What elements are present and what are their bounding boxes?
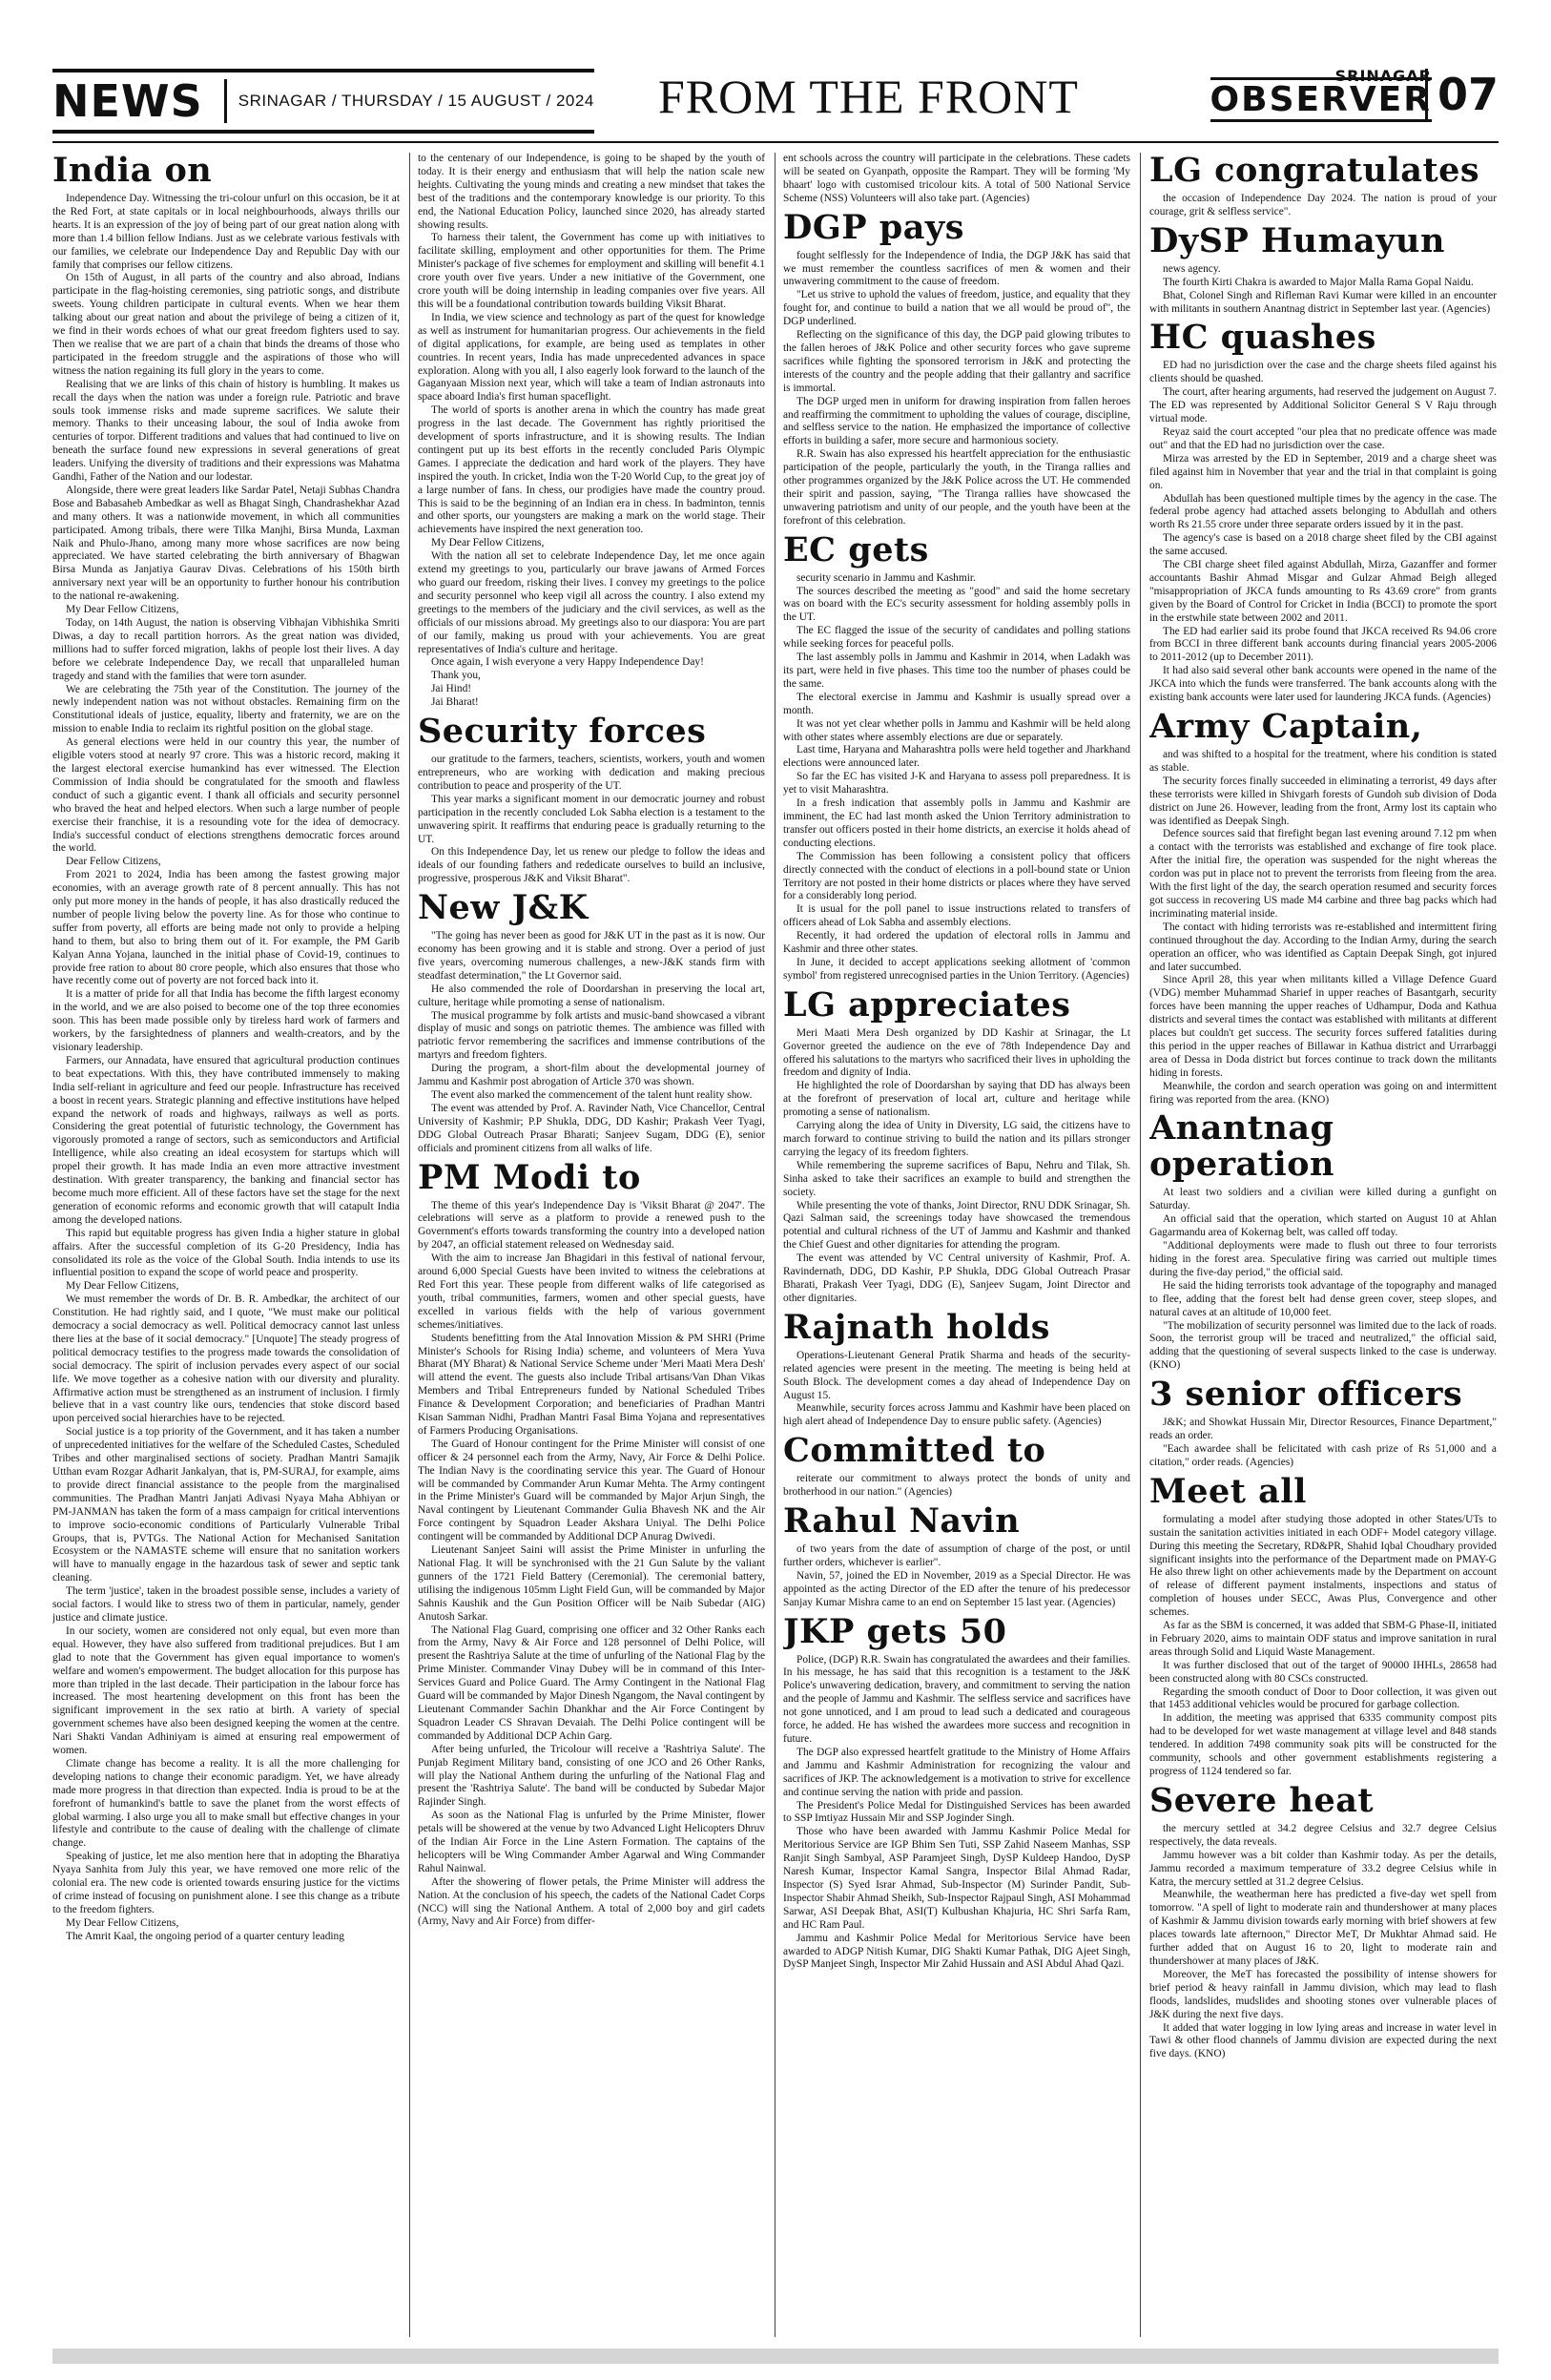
article-paragraph: In our society, women are considered not only equal, but even more than equal. However, they have also suffered from traditional prejudices. But I am glad to note that the Government has given equal importance to women's welfare and women's empowerment. The budget allocation for this purpose has more than tripled in the last decade. Their participation in the labour force has increased. The most heartening development on this front has been the significant improvement in the sex ratio at birth. A variety of special government schemes have also been designed keeping the women at the centre. Nari Shakti Vandan Adhiniyam is aimed at ensuring real empowerment of women. bbox=[52, 1625, 400, 1757]
article-paragraph: After being unfurled, the Tricolour will receive a 'Rashtriya Salute'. The Punjab Regiment Military band, consisting of one JCO and 26 Other Ranks, will play the National Anthem during the unfurling of the National Flag and present the 'Rashtriya Salute'. The band will be conducted by Subedar Major Rajinder Singh. bbox=[418, 1743, 765, 1809]
article-paragraph: Police, (DGP) R.R. Swain has congratulated the awardees and their families. In his message, he has said that this recognition is a testament to the J&K Police's unwavering dedication, bravery, and commitment to serving the nation and the people of Jammu and Kashmir. The selfless service and sacrifices have not gone unnoticed, and I am proud to lead such a dedicated and courageous force, he added. He has wished the awardees more success and recognition in future. bbox=[783, 1653, 1130, 1745]
masthead bbox=[52, 61, 1499, 134]
article-paragraph: Regarding the smooth conduct of Door to Door collection, it was given out that 1453 additional vehicles would be procured for garbage collection. bbox=[1149, 1686, 1497, 1711]
article-paragraph: The DGP urged men in uniform for drawing inspiration from fallen heroes and reaffirming the commitment to upholding the values of courage, discipline, and selfless service to the nation. He emphasized the importance of collective efforts in building a safer, more secure and harmonious society. bbox=[783, 395, 1130, 447]
article-paragraph: news agency. bbox=[1163, 262, 1221, 275]
article-paragraph: This rapid but equitable progress has given India a higher stature in global affairs. After the successful completion of its G-20 Presidency, India has consolidated its role as the voice of the Global South. India intends to use its influential position to expand the scope of world peace and prosperity. bbox=[52, 1227, 400, 1279]
article-paragraph: The event was attended by Prof. A. Ravinder Nath, Vice Chancellor, Central University of Kashmir; P.P Shukla, DDG, DD Kashir; Prakash Veer Tyagi, DDG Global Outreach Prasar Bharati; Sanjeev Sugam, DDG (E), senior officials and prominent citizens from all walks of life. bbox=[418, 1102, 765, 1154]
article-body bbox=[1149, 1417, 1497, 1470]
article-paragraph: After the showering of flower petals, the Prime Minister will address the Nation. At the conclusion of his speech, the cadets of the National Cadet Corps (NCC) will sing the National Anthem. A total of 2,000 boy and girl cadets (Army, Navy and Air Force) from differ- bbox=[418, 1875, 765, 1928]
article-paragraph: Moreover, the MeT has forecasted the possibility of intense showers for brief period & heavy rainfall in Jammu division, which may lead to flash floods, landslides, mudslides and shooting stones over vulnerable places of J&K during the next five days. bbox=[1149, 1968, 1497, 2020]
news-label-box bbox=[52, 69, 594, 134]
article-headline: Security forces bbox=[418, 712, 707, 752]
article-paragraph: to the centenary of our Independence, is going to be shaped by the youth of today. It is their energy and enthusiasm that will help the nation scale new heights. Cultivating the young minds and creating a new mindset that takes the best of the traditions and the contemporary knowledge is our priority. To this end, the National Education Policy, launched since 2020, has already started showing results. bbox=[418, 153, 765, 231]
article-paragraph: The contact with hiding terrorists was re-established and intermittent firing continued throughout the day. According to the Indian Army, during the search operation an officer, who was identified as Captain Deepak Singh, got injured and later succumbed. bbox=[1149, 921, 1497, 973]
article bbox=[1149, 1780, 1497, 2061]
article-paragraph: As soon as the National Flag is unfurled by the Prime Minister, flower petals will be showered at the venue by two Advanced Light Helicopters Dhruv of the Indian Air Force in the Line Astern Formation. The captains of the helicopters will be Wing Commander Amber Agarwal and Wing Commander Rahul Nainwal. bbox=[418, 1810, 765, 1874]
article-paragraph: security scenario in Jammu and Kashmir. bbox=[796, 571, 976, 584]
logo-city: SRINAGAR bbox=[1334, 67, 1432, 85]
column-3 bbox=[783, 153, 1130, 2337]
article-paragraph: In a fresh indication that assembly polls in Jammu and Kashmir are imminent, the EC had last month asked the Union Territory administration to transfer out officers posted in their home districts, an exercise it holds ahead of conducting elections. bbox=[783, 797, 1130, 849]
article-paragraph: Lieutenant Sanjeet Saini will assist the Prime Minister in unfurling the National Flag. It will be synchronised with the 21 Gun Salute by the valiant gunners of the 1721 Field Battery (Ceremonial). The ceremonial battery, utilising the indigenous 105mm Light Field Gun, will be commanded by Major Sahnis Kaushik and the Gun Position Officer will be Naib Subedar (AIG) Anutosh Sarkar. bbox=[418, 1544, 765, 1623]
section-title: FROM THE FRONT bbox=[658, 70, 1079, 123]
article-body bbox=[783, 572, 1130, 983]
column-2 bbox=[418, 153, 765, 2337]
article bbox=[52, 153, 400, 1944]
article-paragraph: The electoral exercise in Jammu and Kashmir is usually spread over a month. bbox=[783, 691, 1130, 716]
article-paragraph: Carrying along the idea of Unity in Diversity, LG said, the citizens have to march forward to continue striving to build the nation and its pillars stronger carrying the legacy of its freedom fighters. bbox=[783, 1120, 1130, 1158]
article-headline: PM Modi to bbox=[418, 1157, 641, 1197]
article-body bbox=[418, 153, 765, 710]
article-body bbox=[1149, 1187, 1497, 1373]
article-paragraph: As general elections were held in our country this year, the number of eligible voters stood at nearly 97 crore. This was a historic record, making it the largest electoral exercise humankind has ever witnessed. The Election Commission of India should be congratulated for the smooth and flawless conduct of such a gigantic event. I thank all officials and security personnel who braved the heat and helped electors. When such a large number of people exercise their franchise, it is a resounding vote for the idea of democracy. India's successful conduct of elections strengthens democratic forces around the world. bbox=[52, 736, 400, 855]
article-paragraph: On 15th of August, in all parts of the country and also abroad, Indians participate in the flag-hoisting ceremonies, sing patriotic songs, and distribute sweets. Young children participate in cultural events. When we hear them talking about our great nation and about the privilege of being a citizen of it, we find in their words echoes of what our great freedom fighters used to say. Then we realise that we are part of a chain that binds the dreams of those who participated in the freedom struggle and the aspirations of those who will witness the nation regaining its full glory in the years to come. bbox=[52, 272, 400, 377]
article-paragraph: "Let us strive to uphold the values of freedom, justice, and equality that they fought for, and continue to build a nation that we all would be proud of", the DGP underlined. bbox=[783, 289, 1130, 328]
article-body bbox=[1149, 360, 1497, 705]
article-paragraph: An official said that the operation, which started on August 10 at Ahlan Gagarmandu area of Kokernag belt, was called off today. bbox=[1149, 1213, 1497, 1239]
article-paragraph: Since April 28, this year when militants killed a Village Defence Guard (VDG) member Muhammad Sharief in upper reaches of Basantgarh, security forces have been manning the upper reaches of Udhampur, Doda and Kathua districts and several times the contact was established with militants at different places but couldn't get success. The security forces suffered fatalities during this period in the upper reaches of Billawar in Kathua district and Urrarbaggi area of Dessa in Doda district but forces continue to track down the militants hiding in forests. bbox=[1149, 974, 1497, 1079]
article-paragraph: Jammu however was a bit colder than Kashmir today. As per the details, Jammu recorded a maximum temperature of 33.2 degree Celsius while in Katra, the mercury settled at 31.2 degree Celsius. bbox=[1149, 1849, 1497, 1888]
article-paragraph: Meri Maati Mera Desh organized by DD Kashir at Srinagar, the Lt Governor greeted the audience on the eve of 78th Independence Day and offered his salutations to the martyrs who sacrificed their lives in upholding the freedom and dignity of India. bbox=[783, 1026, 1130, 1079]
article-paragraph: Jammu and Kashmir Police Medal for Meritorious Service have been awarded to ADGP Nitish Kumar, DIG Shakti Kumar Pathak, DIG Ajeet Singh, DySP Manjeet Singh, Inspector Mir Zahid Hussain and ASI Abdul Ahad Qazi. bbox=[783, 1932, 1130, 1971]
article-paragraph: Bhat, Colonel Singh and Rifleman Ravi Kumar were killed in an encounter with militants in southern Anantnag district in September last year. (Agencies) bbox=[1149, 289, 1497, 315]
article-headline: DGP pays bbox=[783, 207, 964, 247]
article-paragraph: Independence Day. Witnessing the tri-colour unfurl on this occasion, be it at the Red Fort, at state capitals or in local neighbourhoods, always thrills our hearts. It is an expression of the joy of being part of our great nation along with more than 1.4 billion fellow Indians. Just as we celebrate various festivals with our families, we celebrate our Independence Day and Republic Day with our family that comprises our fellow citizens. bbox=[52, 193, 400, 271]
article bbox=[783, 1433, 1130, 1500]
article bbox=[418, 714, 765, 886]
article-paragraph: Abdullah has been questioned multiple times by the agency in the case. The federal probe agency had attached assets belonging to Abdullah and others worth Rs 21.55 crore under three separate orders issued by it in the past. bbox=[1149, 492, 1497, 531]
article-headline: Anantnag operation bbox=[1149, 1108, 1334, 1185]
article-headline: Severe heat bbox=[1149, 1780, 1375, 1820]
article-paragraph: fought selflessly for the Independence of India, the DGP J&K has said that we must remember the countless sacrifices of men & women and their unwavering commitment to the cause of freedom. bbox=[783, 249, 1130, 288]
article-paragraph: Alongside, there were great leaders like Sardar Patel, Netaji Subhas Chandra Bose and Babasaheb Ambedkar as well as Bhagat Singh, Chandrashekhar Azad and many others. It was a nationwide movement, in which all communities participated. Among tribals, there were Tilka Manjhi, Birsa Munda, Laxman Naik and Phulo-Jhano, among many more whose sacrifices are now being appreciated. We have started celebrating the birth anniversary of Bhagwan Birsa Munda as Janjatiya Gaurav Divas. Celebrations of his 150th birth anniversary next year will be an opportunity to further honour his contribution to the national re-awakening. bbox=[52, 484, 400, 603]
article-paragraph: Navin, 57, joined the ED in November, 2019 as a Special Director. He was appointed as the acting Director of the ED after the tenure of his predecessor Sanjay Kumar Mishra came to an end on September 15 last year. (Agencies) bbox=[783, 1569, 1130, 1608]
article-paragraph: Jai Bharat! bbox=[431, 696, 479, 709]
article bbox=[783, 984, 1130, 1306]
article-paragraph: Today, on 14th August, the nation is observing Vibhajan Vibhishika Smriti Diwas, a day to recall partition horrors. As the great nation was divided, millions had to suffer forced migration, lakhs of people lost their lives. A day before we celebrate Independence Day, we recall that unparalleled human tragedy and stand with the families that were torn asunder. bbox=[52, 617, 400, 682]
article-headline: 3 senior officers bbox=[1149, 1375, 1463, 1415]
masthead-rule bbox=[52, 141, 1499, 143]
article-paragraph: "The going has never been as good for J&K UT in the past as it is now. Our economy has been growing and it is stable and strong. Over a period of just five years, overcoming numerous challenges, a new-J&K stands firm with steadfast determination," the Lt Governor said. bbox=[418, 930, 765, 982]
article-paragraph: reiterate our commitment to always protect the bonds of unity and brotherhood in our nation." (Agencies) bbox=[783, 1473, 1130, 1499]
article-paragraph: It is a matter of pride for all that India has become the fifth largest economy in the world, and we are also poised to become one of the top three economies soon. This has been made possible only by tireless hard work of farmers and workers, by the farsightedness of planners and wealth-creators, and by the visionary leadership. bbox=[52, 988, 400, 1053]
column-divider bbox=[775, 153, 776, 2337]
article-paragraph: During the program, a short-film about the developmental journey of Jammu and Kashmir post abrogation of Article 370 was shown. bbox=[418, 1063, 765, 1088]
article-paragraph: Those who have been awarded with Jammu Kashmir Police Medal for Meritorious Service are IGP Bhim Sen Tuti, SSP Zahid Naseem Manhas, SSP Ranjit Singh Sambyal, ASP Paramjeet Singh, DySP Kuldeep Handoo, DySP Naresh Kumar, Inspector Kamal Sangra, Inspector Bilal Ahmad Radar, Inspector (S) Syed Israr Ahmad, Sub-Inspector (M) Surinder Pandit, Sub-Inspector Shabir Ahmad Sheikh, Sub-Inspector Rajpaul Singh, ASI Mohammad Sarwar, ASI Deepak Bhat, ASI(T) Kulbushan Khajuria, HC Shri Sarfa Ram, and HC Ram Paul. bbox=[783, 1826, 1130, 1931]
article-paragraph: Farmers, our Annadata, have ensured that agricultural production continues to beat expectations. With this, they have contributed immensely to making India self-reliant in agriculture and feed our people. Infrastructure has received a boost in recent years. Strategic planning and effective institutions have helped expand the network of roads and highways, railways as well as ports. Considering the great potential of futuristic technology, the Government has vigorously promoted a range of sectors, such as semiconductors and Artificial Intelligence, while also creating an ideal ecosystem for startups which will propel their growth. It has made India an even more attractive investment destination. With greater transparency, the banking and financial sector has become much more efficient. All of these factors have set the stage for the next generation of economic reforms and economic growth that will catapult India among the developed nations. bbox=[52, 1054, 400, 1226]
article-paragraph: The EC flagged the issue of the security of candidates and polling stations while seeking forces for peaceful polls. bbox=[783, 625, 1130, 651]
article-paragraph: We must remember the words of Dr. B. R. Ambedkar, the architect of our Constitution. He had rightly said, and I quote, "We must make our political democracy a social democracy as well. Political democracy cannot last unless there lies at the base of it social democracy." [Unquote] The steady progress of political democracy testifies to the progress made towards the consolidation of social democracy. The spirit of inclusion pervades every aspect of our social life. We move together as a cohesive nation with our diversity and plurality. Affirmative action must be strengthened as an instrument of inclusion. I firmly believe that in a vast country like ours, tendencies that stoke discord based upon perceived social hierarchies have to be rejected. bbox=[52, 1293, 400, 1425]
article-paragraph: R.R. Swain has also expressed his heartfelt appreciation for the enthusiastic participation of the people, particularly the youth, in the Tiranga rallies and other programmes organized by the J&K Police across the UT. He commended their spirit and passion, saying, "The Tiranga rallies have showcased the unwavering patriotism and unity of our people, and the youth have been at the forefront of this celebration. bbox=[783, 448, 1130, 527]
article-paragraph: Mirza was arrested by the ED in September, 2019 and a charge sheet was filed against him in November that year and the trial in that complaint is going on. bbox=[1149, 452, 1497, 491]
logo-name: OBSERVER bbox=[1210, 77, 1432, 122]
article-paragraph: Meanwhile, security forces across Jammu and Kashmir have been placed on high alert ahead of Independence Day to ensure public safety. (Agencies) bbox=[783, 1402, 1130, 1428]
news-label: NEWS bbox=[52, 75, 203, 127]
article-paragraph: In India, we view science and technology as part of the quest for knowledge as well as instrument for humanitarian progress. Our achievements in the field of digital applications, for example, are being used as templates in other countries. In recent years, India has made unprecedented advances in space exploration. Along with you all, I also eagerly look forward to the launch of the Gaganyaan Mission next year, which will take a team of Indian astronauts into space aboard India's first human spaceflight. bbox=[418, 311, 765, 404]
article bbox=[783, 207, 1130, 528]
article-paragraph: At least two soldiers and a civilian were killed during a gunfight on Saturday. bbox=[1149, 1187, 1497, 1212]
article-paragraph: While remembering the supreme sacrifices of Bapu, Nehru and Tilak, Sh. Sinha asked to take their sacrifices an example to build and strengthen the society. bbox=[783, 1159, 1130, 1198]
article-paragraph: The event also marked the commencement of the talent hunt reality show. bbox=[431, 1089, 753, 1101]
article-body bbox=[783, 1654, 1130, 1973]
article-paragraph: With the nation all set to celebrate Independence Day, let me once again extend my greetings to you, particularly our brave jawans of Armed Forces who guard our freedom, risking their lives. I convey my greetings to the police and security personnel who keep vigil all across the country. I also extend my greetings to the members of the judiciary and the civil services, as well as the officials of our missions abroad. My greetings also to our diaspora: You are part of our family, making us proud with your achievements. You are great representatives of India's culture and heritage. bbox=[418, 550, 765, 655]
article-headline: JKP gets 50 bbox=[783, 1611, 1007, 1651]
article-paragraph: Students benefitting from the Atal Innovation Mission & PM SHRI (Prime Minister's Schools for Rising India) scheme, and volunteers of Mera Yuva Bharat (MY Bharat) & National Service Scheme under 'Meri Maati Mera Desh' will attend the event. The guests also include Tribal artisans/Van Dhan Vikas Members and Tribal Entrepreneurs funded by National Scheduled Tribes Finance & Development Corporation; and beneficiaries of Pradhan Mantri Kisan Samman Nidhi, Pradhan Mantri Fasal Bima Yojana and representatives of Farmers Producing Organisations. bbox=[418, 1332, 765, 1437]
article-paragraph: Reflecting on the significance of this day, the DGP paid glowing tributes to the fallen heroes of J&K Police and other security forces who gave supreme sacrifices while fighting the sponsored terrorism in J&K and protecting the interests of the country and the people adding that their gallantry and sacrifice is immortal. bbox=[783, 329, 1130, 394]
article-paragraph: The fourth Kirti Chakra is awarded to Major Malla Rama Gopal Naidu. bbox=[1163, 276, 1474, 288]
article-paragraph: On this Independence Day, let us renew our pledge to follow the ideas and ideals of our founding fathers and rededicate ourselves to build an inclusive, progressive, prosperous J&K and Viksit Bharat". bbox=[418, 846, 765, 885]
masthead-divider bbox=[224, 79, 227, 123]
article-paragraph: J&K; and Showkat Hussain Mir, Director Resources, Finance Department," reads an order. bbox=[1149, 1417, 1497, 1442]
article bbox=[418, 1157, 765, 1930]
article-headline: HC quashes bbox=[1149, 318, 1376, 358]
article-paragraph: So far the EC has visited J-K and Haryana to assess poll preparedness. It is yet to visit Maharashtra. bbox=[783, 771, 1130, 797]
article-paragraph: Jai Hind! bbox=[431, 683, 472, 695]
page-number: 07 bbox=[1425, 69, 1499, 120]
column-divider bbox=[1140, 153, 1141, 2337]
article-paragraph: Meanwhile, the weatherman here has predicted a five-day wet spell from tomorrow. "A spell of light to moderate rain and thundershower at many places of Kashmir & Jammu division towards early morning with brief showers at few places towards late afternoon," Director MeT, Dr Mukhtar Ahmad said. He further added that on August 16 to 20, light to moderate rain and thundershower at many places of J&K. bbox=[1149, 1889, 1497, 1967]
article-paragraph: He said the hiding terrorists took advantage of the topography and managed to flee, adding that the forest belt had dense green cover, steep slopes, and natural caves at an altitude of 10,000 feet. bbox=[1149, 1279, 1497, 1318]
column-4 bbox=[1149, 153, 1497, 2337]
article-paragraph: Thank you, bbox=[431, 670, 481, 682]
article-paragraph: and was shifted to a hospital for the treatment, where his condition is stated as stable. bbox=[1149, 749, 1497, 774]
article-paragraph: The DGP also expressed heartfelt gratitude to the Ministry of Home Affairs and Jammu and Kashmir Administration for recognizing the valour and sacrifices of JKP. The acknowledgement is a motivation to strive for excellence and continue serving the nation with pride and passion. bbox=[783, 1746, 1130, 1798]
article bbox=[1149, 1376, 1497, 1470]
article-paragraph: Speaking of justice, let me also mention here that in adopting the Bharatiya Nyaya Sanhita from July this year, we have removed one more relic of the colonial era. The new code is oriented towards ensuring justice for the victims of crime instead of focusing on punishment alone. I see this change as a tribute to the freedom fighters. bbox=[52, 1851, 400, 1915]
article-body bbox=[418, 930, 765, 1155]
article-paragraph: The President's Police Medal for Distinguished Services has been awarded to SSP Imtiyaz Hussain Mir and SSP Joginder Singh. bbox=[783, 1799, 1130, 1825]
article-paragraph: The sources described the meeting as "good" and said the home secretary was on board with the EC's security assessment for holding assembly polls in the UT. bbox=[783, 585, 1130, 624]
article-paragraph: The world of sports is another arena in which the country has made great progress in the last decade. The Government has rightly prioritised the development of sports infrastructure, and it is showing results. The Indian contingent put up its best efforts in the recently concluded Paris Olympic Games. I appreciate the dedication and hard work of the players. They have inspired the youth. In cricket, India won the T-20 World Cup, to the great joy of a large number of fans. In chess, our prodigies have made the country proud. This is said to be the beginning of an Indian era in chess. In badminton, tennis and other sports, our youngsters are making a mark on the world stage. Their achievements have inspired the next generation too. bbox=[418, 404, 765, 536]
article-paragraph: As far as the SBM is concerned, it was added that SBM-G Phase-II, initiated in February 2020, aims to maintain ODF status and improve sanitation in rural areas through Solid and Liquid Waste Management. bbox=[1149, 1620, 1497, 1658]
article-body bbox=[1149, 263, 1497, 317]
article-paragraph: The Commission has been following a consistent policy that officers directly connected with the conduct of elections in a poll-bound state or Union Territory are not posted in their home districts or places where they have served for a considerably long period. bbox=[783, 850, 1130, 902]
article-paragraph: Once again, I wish everyone a very Happy Independence Day! bbox=[431, 656, 704, 669]
article-paragraph: He also commended the role of Doordarshan in preserving the local art, culture, heritage while promoting a sense of nationalism. bbox=[418, 983, 765, 1008]
article-paragraph: While presenting the vote of thanks, Joint Director, RNU DDK Srinagar, Sh. Qazi Salman said, the screenings today have showcased the tremendous potential and cultural richness of the UT of Jammu and Kashmir and thanked the Chief Guest and other dignitaries for attending the program. bbox=[783, 1199, 1130, 1252]
article bbox=[1149, 320, 1497, 705]
article-paragraph: Last time, Haryana and Maharashtra polls were held together and Jharkhand elections were announced later. bbox=[783, 744, 1130, 770]
article-body bbox=[1149, 193, 1497, 219]
article bbox=[783, 1307, 1130, 1429]
article-headline: EC gets bbox=[783, 529, 929, 569]
article-body bbox=[783, 250, 1130, 528]
article-paragraph: It is usual for the poll panel to issue instructions related to transfers of officers ahead of Lok Sabha and assembly elections. bbox=[783, 903, 1130, 929]
article-paragraph: My Dear Fellow Citizens, bbox=[66, 1916, 179, 1929]
article-paragraph: The court, after hearing arguments, had reserved the judgement on August 7. The ED was represented by Additional Solicitor General S V Raju through virtual mode. bbox=[1149, 386, 1497, 425]
article-paragraph: The agency's case is based on a 2018 charge sheet filed by the CBI against the same accused. bbox=[1149, 532, 1497, 558]
article bbox=[783, 529, 1130, 983]
article-paragraph: the occasion of Independence Day 2024. The nation is proud of your courage, grit & selfless service". bbox=[1149, 193, 1497, 217]
article-body bbox=[1149, 749, 1497, 1107]
article-paragraph: Social justice is a top priority of the Government, and it has taken a number of unprecedented initiatives for the welfare of the Scheduled Castes, Scheduled Tribes and other marginalised sections of society. Pradhan Mantri Samajik Utthan evam Rozgar Adharit Jankalyan, that is, PM-SURAJ, for example, aims to provide direct financial assistance to the people from the marginalised communities. The Pradhan Mantri Janjati Adivasi Nyaya Maha Abhiyan or PM-JANMAN has taken the form of a mass campaign for critical interventions to improve socio-economic conditions of Particularly Vulnerable Tribal Groups, that is, PVTGs. The National Action for Mechanised Sanitation Ecosystem or the NAMASTE scheme will ensure that no sanitation workers will have to manually engage in the hazardous task of sewer and septic tank cleaning. bbox=[52, 1426, 400, 1584]
article-paragraph: It was further disclosed that out of the target of 90000 IHHLs, 28658 had been constructed along with 80 CSCs constructed. bbox=[1149, 1659, 1497, 1685]
article-paragraph: This year marks a significant moment in our democratic journey and robust participation in the recently concluded Lok Sabha election is a testament to the unwavering spirit. It reaffirms that enduring peace is gradually returning to the UT. bbox=[418, 793, 765, 845]
article-paragraph: Dear Fellow Citizens, bbox=[66, 856, 161, 868]
article-paragraph: The last assembly polls in Jammu and Kashmir in 2014, when Ladakh was its part, were held in five phases. This time too the number of phases could be the same. bbox=[783, 652, 1130, 690]
bottom-bar bbox=[52, 2349, 1499, 2364]
article-paragraph: "Each awardee shall be felicitated with cash prize of Rs 51,000 and a citation," order reads. (Agencies) bbox=[1149, 1442, 1497, 1468]
article bbox=[783, 153, 1130, 206]
article bbox=[418, 153, 765, 710]
article-headline: LG congratulates bbox=[1149, 153, 1480, 190]
article-headline: Rahul Navin bbox=[783, 1501, 1021, 1542]
article-paragraph: It had also said several other bank accounts were opened in the name of the JKCA into which the funds were transferred. The bank accounts along with the existing bank accounts were later used for laundering JKCA funds. (Agencies) bbox=[1149, 665, 1497, 704]
article-paragraph: Operations-Lieutenant General Pratik Sharma and heads of the security-related agencies were present in the meeting. The meeting is being held at South Block. The development comes a day ahead of Independence Day on August 15. bbox=[783, 1349, 1130, 1401]
article-paragraph: Realising that we are links of this chain of history is humbling. It makes us recall the days when the nation was under a foreign rule. Patriotic and brave souls took immense risks and made supreme sacrifices. We salute their memory. Thanks to their unceasing labour, the soul of India awoke from centuries of torpor. Different traditions and values that had continued to live on beneath the surface found new expressions in several generations of great leaders. Unifying the diversity of traditions and their expressions was Mahatma Gandhi, Father of the Nation and our lodestar. bbox=[52, 378, 400, 484]
article-paragraph: The ED had earlier said its probe found that JKCA received Rs 94.06 crore from BCCI in three different bank accounts during financial years 2005-2006 to 2011-2012 (up to December 2011). bbox=[1149, 625, 1497, 664]
article-body bbox=[1149, 1514, 1497, 1779]
article-paragraph: Meanwhile, the cordon and search operation was going on and intermittent firing was reported from the area. (KNO) bbox=[1149, 1080, 1497, 1106]
article-paragraph: The theme of this year's Independence Day is 'Viksit Bharat @ 2047'. The celebrations will serve as a platform to provide a renewed push to the Government's efforts towards transforming the country into a developed nation by 2047, an official statement released on Wednesday said. bbox=[418, 1199, 765, 1252]
article-paragraph: The musical programme by folk artists and music-band showcased a vibrant display of music and songs on patriotic themes. The ambience was filled with patriotic fervor remembering the sacrifices and immense contributions of the martyrs and freedom fighters. bbox=[418, 1009, 765, 1062]
article-headline: India on bbox=[52, 153, 213, 190]
article-paragraph: My Dear Fellow Citizens, bbox=[66, 604, 179, 616]
newspaper-logo bbox=[1210, 67, 1432, 119]
article-paragraph: In June, it decided to accept applications seeking allotment of 'common symbol' from registered unrecognised parties in the Union Territory. (Agencies) bbox=[783, 956, 1130, 982]
article-paragraph: our gratitude to the farmers, teachers, scientists, workers, youth and women entrepreneurs, who are working with dedication and making precious contribution to peace and prosperity of the UT. bbox=[418, 754, 765, 792]
article-paragraph: of two years from the date of assumption of charge of the post, or until further orders, whichever is earlier". bbox=[783, 1543, 1130, 1568]
article-body bbox=[783, 1027, 1130, 1306]
article bbox=[1149, 1471, 1497, 1779]
article-paragraph: Reyaz said the court accepted "our plea that no predicate offence was made out" and that the ED had no jurisdiction over the case. bbox=[1149, 425, 1497, 451]
article-body bbox=[783, 153, 1130, 206]
article-paragraph: formulating a model after studying those adopted in other States/UTs to sustain the sanitation activities initiated in each ODF+ Model category village. During this meeting the Secretary, RD&PR, Shahid Iqbal Choudhary provided significant insights into the performance of the Department made on PMAY-G He also threw light on other achievements made by the Department on account of release of different payment instalments, inspections and status of completion of houses under SECC, Awas Plus, Convergence and other schemes. bbox=[1149, 1513, 1497, 1619]
article bbox=[418, 890, 765, 1155]
article-paragraph: The National Flag Guard, comprising one officer and 32 Other Ranks each from the Army, Navy & Air Force and 128 personnel of Delhi Police, will present the Rashtriya Salute at the time of unfurling of the National Flag by the Prime Minister. Commander Vinay Dubey will be in command of this Inter-Services Guard and Police Guard. The Army Contingent in the National Flag Guard will be commanded by Major Dinesh Ngangom, the Naval contingent by Lieutenant Commander Sachin Dhankhar and the Air Force Contingent by Squadron Leader CS Shravan Devaiah. The Delhi Police contingent will be commanded by Additional DCP Achin Garg. bbox=[418, 1624, 765, 1742]
article-paragraph: With the aim to increase Jan Bhagidari in this festival of national fervour, around 6,000 Special Guests have been invited to witness the celebrations at Red Fort this year. These people from different walks of life categorised as youth, tribal communities, farmers, women and other special guests, have excelled in various fields with the help of various government schemes/initiatives. bbox=[418, 1252, 765, 1331]
article-paragraph: Climate change has become a reality. It is all the more challenging for developing nations to change their economic paradigm. Yet, we have already made more progress in that direction than expected. India is proud to be at the forefront of humankind's battle to save the planet from the worst effects of global warming. I also urge you all to make small but effective changes in your lifestyle and contribute to the cause of dealing with the challenge of climate change. bbox=[52, 1757, 400, 1850]
article-body bbox=[783, 1473, 1130, 1500]
article-paragraph: The CBI charge sheet filed against Abdullah, Mirza, Gazanffer and former accountants Bashir Ahmad Misgar and Gulzar Ahmad Beigh alleged "misappropriation of JKCA funds amounting to Rs 43.69 crore" from grants given by the Board of Control for Cricket in India (BCCI) to promote the sport in the erstwhile state between 2002 and 2011. bbox=[1149, 559, 1497, 624]
article-body bbox=[783, 1350, 1130, 1429]
article-body bbox=[418, 1200, 765, 1930]
article-paragraph: Defence sources said that firefight began last evening around 7.12 pm when a contact with the terrorists was established and exchange of fire took place. After the initial fire, the operation was suspended for the night whereas the cordon was put in place not to prevent the terrorists from fleeing from the area. With the first light of the day, the search operation resumed and security forces got success in recovering US made M4 carbine and three bag packs which had incriminating material inside. bbox=[1149, 828, 1497, 920]
article-paragraph: The security forces finally succeeded in eliminating a terrorist, 49 days after these terrorists were killed in Shivgarh forests of Gundoh sub division of Doda district on June 26. However, leading from the front, Army lost its captain who was identified as Deepak Singh. bbox=[1149, 775, 1497, 827]
column-divider bbox=[409, 153, 410, 2337]
article bbox=[1149, 153, 1497, 219]
article-paragraph: the mercury settled at 34.2 degree Celsius and 32.7 degree Celsius respectively, the data reveals. bbox=[1149, 1822, 1497, 1848]
article-paragraph: ED had no jurisdiction over the case and the charge sheets filed against his clients should be quashed. bbox=[1149, 360, 1497, 385]
article-paragraph: My Dear Fellow Citizens, bbox=[431, 537, 545, 549]
article-paragraph: Recently, it had ordered the updation of electoral rolls in Jammu and Kashmir and three other states. bbox=[783, 930, 1130, 956]
article-paragraph: My Dear Fellow Citizens, bbox=[66, 1280, 179, 1293]
article-paragraph: It was not yet clear whether polls in Jammu and Kashmir will be held along with other states where assembly elections are due or separately. bbox=[783, 717, 1130, 743]
article-headline: New J&K bbox=[418, 888, 589, 928]
article bbox=[783, 1503, 1130, 1610]
article-paragraph: "Additional deployments were made to flush out three to four terrorists hiding in the forest area. Speculative firing was carried out multiple times during the five-day period," the official said. bbox=[1149, 1240, 1497, 1278]
dateline: SRINAGAR / THURSDAY / 15 AUGUST / 2024 bbox=[238, 92, 594, 110]
article-paragraph: It added that water logging in low lying areas and increase in water level in Tawi & other flood channels of Jammu division are expected during the next five days. (KNO) bbox=[1149, 2021, 1497, 2060]
article-paragraph: ent schools across the country will participate in the celebrations. These cadets will be seated on Gyanpath, opposite the Rampart. They will be forming 'My bhaart' logo with customised tricolour kits. A total of 500 National Service Scheme (NSS) Volunteers will also take part. (Agencies) bbox=[783, 153, 1130, 204]
article-paragraph: To harness their talent, the Government has come up with initiatives to facilitate skilling, employment and other opportunities for them. The Prime Minister's package of five schemes for employment and skilling will benefit 4.1 crore youth over five years. Under a new initiative of the Government, one crore youth will be doing internship in leading companies over five years. All this will be a foundational contribution towards building Viksit Bharat. bbox=[418, 232, 765, 310]
article bbox=[1149, 709, 1497, 1107]
article bbox=[783, 1611, 1130, 1973]
article bbox=[1149, 1110, 1497, 1373]
article-paragraph: The term 'justice', taken in the broadest possible sense, includes a variety of social factors. I would like to stress two of them in particular, namely, gender justice and climate justice. bbox=[52, 1585, 400, 1624]
article-headline: LG appreciates bbox=[783, 984, 1071, 1024]
article-paragraph: He highlighted the role of Doordarshan by saying that DD has always been at the forefront of preservation of local art, culture and heritage while promoting a sense of nationalism. bbox=[783, 1080, 1130, 1119]
article-paragraph: The Guard of Honour contingent for the Prime Minister will consist of one officer & 24 personnel each from the Army, Navy, Air Force & Delhi Police. The Indian Navy is the coordinating service this year. The Guard of Honour will be commanded by Commander Arun Kumar Mehta. The Army contingent in the Prime Minister's Guard will be commanded by Major Arjun Singh, the Naval contingent by Lieutenant Commander Gulia Bhavesh NK and the Air Force contingent by Squadron Leader Akshara Uniyal. The Delhi Police contingent will be commanded by Additional DCP Anurag Dwivedi. bbox=[418, 1438, 765, 1543]
article-body bbox=[52, 193, 400, 1944]
article-paragraph: From 2021 to 2024, India has been among the fastest growing major economies, with an average growth rate of 8 percent annually. This has not only put more money in the hands of people, it has also drastically reduced the number of people living below the poverty line. As for those who continue to suffer from poverty, all efforts are being made not only to provide a helping hand to them, but also to bring them out of it. For example, the PM Garib Kalyan Anna Yojana, launched in the initial phase of Covid-19, continues to provide free ration to about 80 crore people, which also ensures that those who have recently come out of poverty are not forced back into it. bbox=[52, 869, 400, 987]
article-body bbox=[783, 1543, 1130, 1610]
column-1 bbox=[52, 153, 400, 2337]
article-headline: Meet all bbox=[1149, 1471, 1307, 1511]
article bbox=[1149, 220, 1497, 317]
article-paragraph: The Amrit Kaal, the ongoing period of a quarter century leading bbox=[66, 1930, 344, 1942]
article-paragraph: We are celebrating the 75th year of the Constitution. The journey of the newly independent nation was not without obstacles. Remaining firm on the Constitutional ideals of justice, equality, liberty and fraternity, we are on the mission to enable India to reclaim its rightful position on the global stage. bbox=[52, 683, 400, 735]
article-headline: Committed to bbox=[783, 1431, 1046, 1471]
article-headline: Army Captain, bbox=[1149, 707, 1423, 746]
article-paragraph: "The mobilization of security personnel was limited due to the lack of roads. Soon, the terrorist group will be traced and neutralized," the official said, adding that the questioning of several suspects linked to the case is underway. (KNO) bbox=[1149, 1319, 1497, 1372]
article-headline: DySP Humayun bbox=[1149, 220, 1445, 260]
article-body bbox=[1149, 1823, 1497, 2061]
article-paragraph: In addition, the meeting was apprised that 6335 community compost pits had to be developed for wet waste management at village level and 848 stands tendered. In addition 7498 community soak pits will be constructed for the community, schools and other government establishments registering a progress of 1124 tendered so far. bbox=[1149, 1712, 1497, 1777]
article-paragraph: The event was attended by VC Central university of Kashmir, Prof. A. Ravindernath, DDG, DD Kashir, P.P Shukla, DDG Global Outreach Prasar Bharati, Prakash Veer Tyagi, DDG (E), Sanjeev Sugam, Joint Director and other dignitaries. bbox=[783, 1252, 1130, 1304]
article-body bbox=[418, 754, 765, 886]
article-headline: Rajnath holds bbox=[783, 1307, 1050, 1347]
